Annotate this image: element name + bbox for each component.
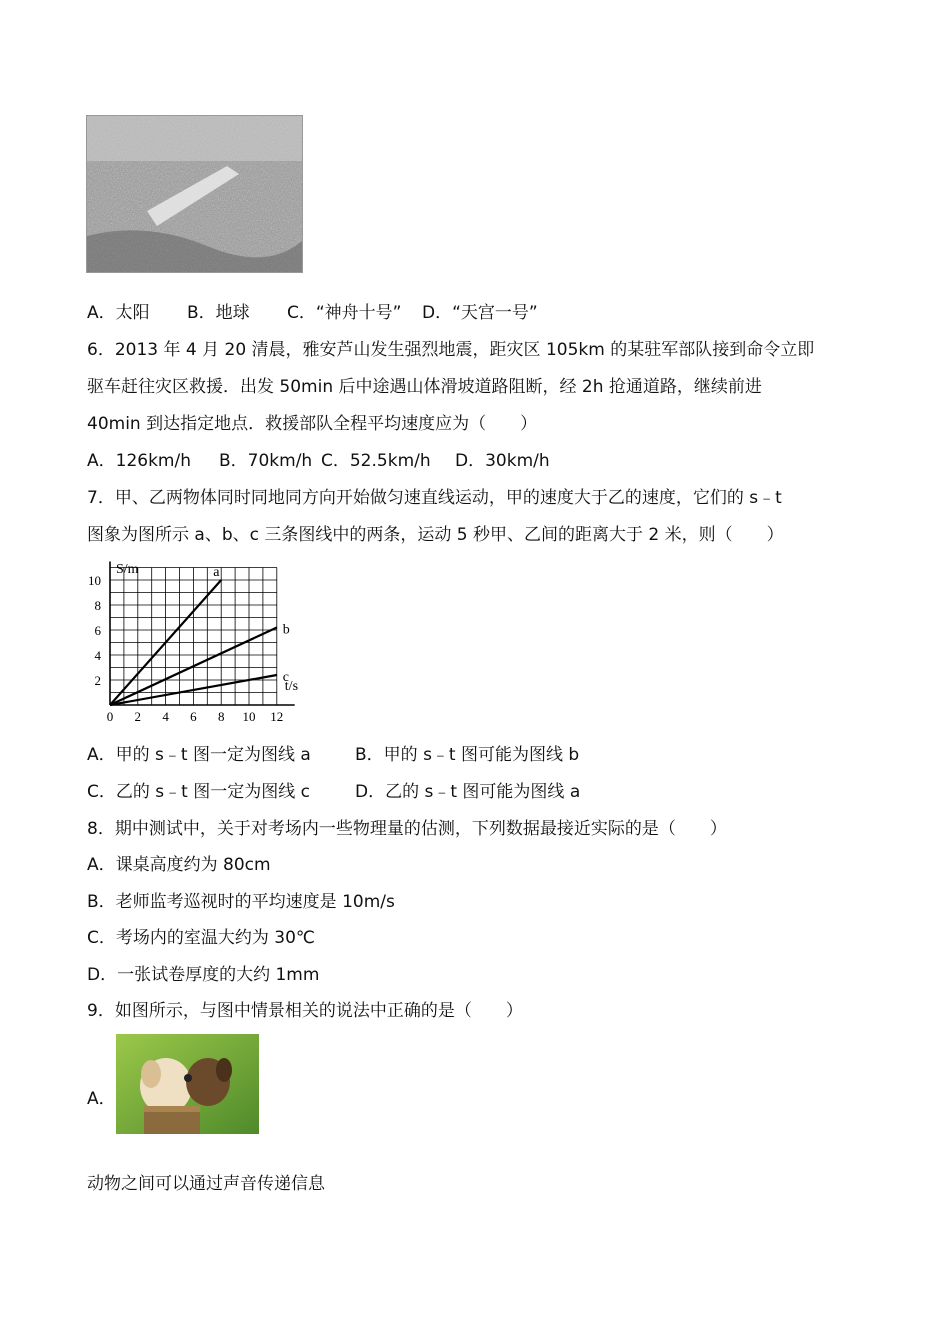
- landscape-photo-image: [87, 116, 302, 272]
- x-tick-label: 2: [134, 709, 142, 724]
- q6-option-c[interactable]: C．52.5km/h: [321, 451, 431, 471]
- y-tick-label: 10: [88, 573, 101, 588]
- q8-option-d[interactable]: D．一张试卷厚度的大约 1mm: [87, 965, 320, 985]
- st-graph: [84, 558, 304, 730]
- q8-option-a[interactable]: A．课桌高度约为 80cm: [87, 855, 271, 875]
- y-tick-label: 4: [94, 648, 101, 663]
- q5-option-b[interactable]: B．地球: [187, 303, 250, 323]
- x-tick-label: 6: [190, 709, 197, 724]
- q6-options-row: [87, 449, 550, 473]
- y-tick-label: 6: [94, 623, 101, 638]
- puppies-photo: [116, 1034, 259, 1134]
- x-tick-label: 8: [217, 709, 225, 724]
- q8-stem: 8．期中测试中，关于对考场内一些物理量的估测，下列数据最接近实际的是（ ）: [87, 819, 727, 839]
- x-tick-label: 0: [106, 709, 114, 724]
- q7-option-b[interactable]: B．甲的 s﹣t 图可能为图线 b: [355, 745, 580, 765]
- q7-option-a[interactable]: A．甲的 s﹣t 图一定为图线 a: [87, 745, 311, 765]
- q9-stem: 9．如图所示，与图中情景相关的说法中正确的是（ ）: [87, 1001, 523, 1021]
- q7-options-row-2: [87, 780, 580, 804]
- q7-options-row-1: [87, 743, 579, 767]
- q6-stem-line-3: 40min 到达指定地点．救援部队全程平均速度应为（ ）: [87, 414, 538, 434]
- q8-option-b[interactable]: B．老师监考巡视时的平均速度是 10m/s: [87, 892, 395, 912]
- x-tick-label: 12: [270, 709, 284, 724]
- q6-stem-line-1: 6．2013 年 4 月 20 清晨，雅安芦山发生强烈地震，距灾区 105km 的某驻军部队接到命令立即: [87, 340, 815, 360]
- q7-stem-line-1: 7．甲、乙两物体同时同地同方向开始做匀速直线运动，甲的速度大于乙的速度，它们的 s﹣t: [87, 488, 782, 508]
- series-label-c: c: [282, 670, 290, 685]
- series-label-a: a: [213, 565, 220, 580]
- q6-stem-line-2: 驱车赶往灾区救援．出发 50min 后中途遇山体滑坡道路阻断，经 2h 抢通道路，继续前进: [87, 377, 762, 397]
- x-tick-label: 4: [162, 709, 169, 724]
- q5-option-c[interactable]: C．“神舟十号”: [287, 303, 402, 323]
- two-puppies-image: [116, 1034, 259, 1134]
- chart-grid: [110, 568, 277, 706]
- q5-option-d[interactable]: D．“天宫一号”: [422, 303, 538, 323]
- q8-option-c[interactable]: C．考场内的室温大约为 30℃: [87, 928, 315, 948]
- series-label-b: b: [282, 622, 290, 638]
- q7-option-d[interactable]: D．乙的 s﹣t 图可能为图线 a: [355, 782, 581, 802]
- st-graph-svg: [84, 558, 304, 730]
- x-axis-label: t/s: [284, 679, 299, 694]
- y-tick-label: 8: [94, 598, 101, 613]
- x-tick-label: 10: [242, 709, 256, 724]
- q6-option-b[interactable]: B．70km/h: [219, 451, 313, 471]
- y-tick-label: 2: [94, 673, 101, 688]
- q5-option-a[interactable]: A．太阳: [87, 303, 150, 323]
- y-axis-label: S/m: [116, 562, 139, 577]
- question-5-photo: [86, 115, 303, 273]
- q6-option-a[interactable]: A．126km/h: [87, 451, 191, 471]
- q7-option-c[interactable]: C．乙的 s﹣t 图一定为图线 c: [87, 782, 310, 802]
- q7-stem-line-2: 图象为图所示 a、b、c 三条图线中的两条，运动 5 秒甲、乙间的距离大于 2 米，则（ ）: [87, 525, 784, 545]
- q9-option-a-label[interactable]: A．: [87, 1089, 116, 1109]
- q6-option-d[interactable]: D．30km/h: [455, 451, 550, 471]
- q5-options-row: [87, 301, 538, 325]
- q9-option-a-text[interactable]: 动物之间可以通过声音传递信息: [87, 1174, 325, 1194]
